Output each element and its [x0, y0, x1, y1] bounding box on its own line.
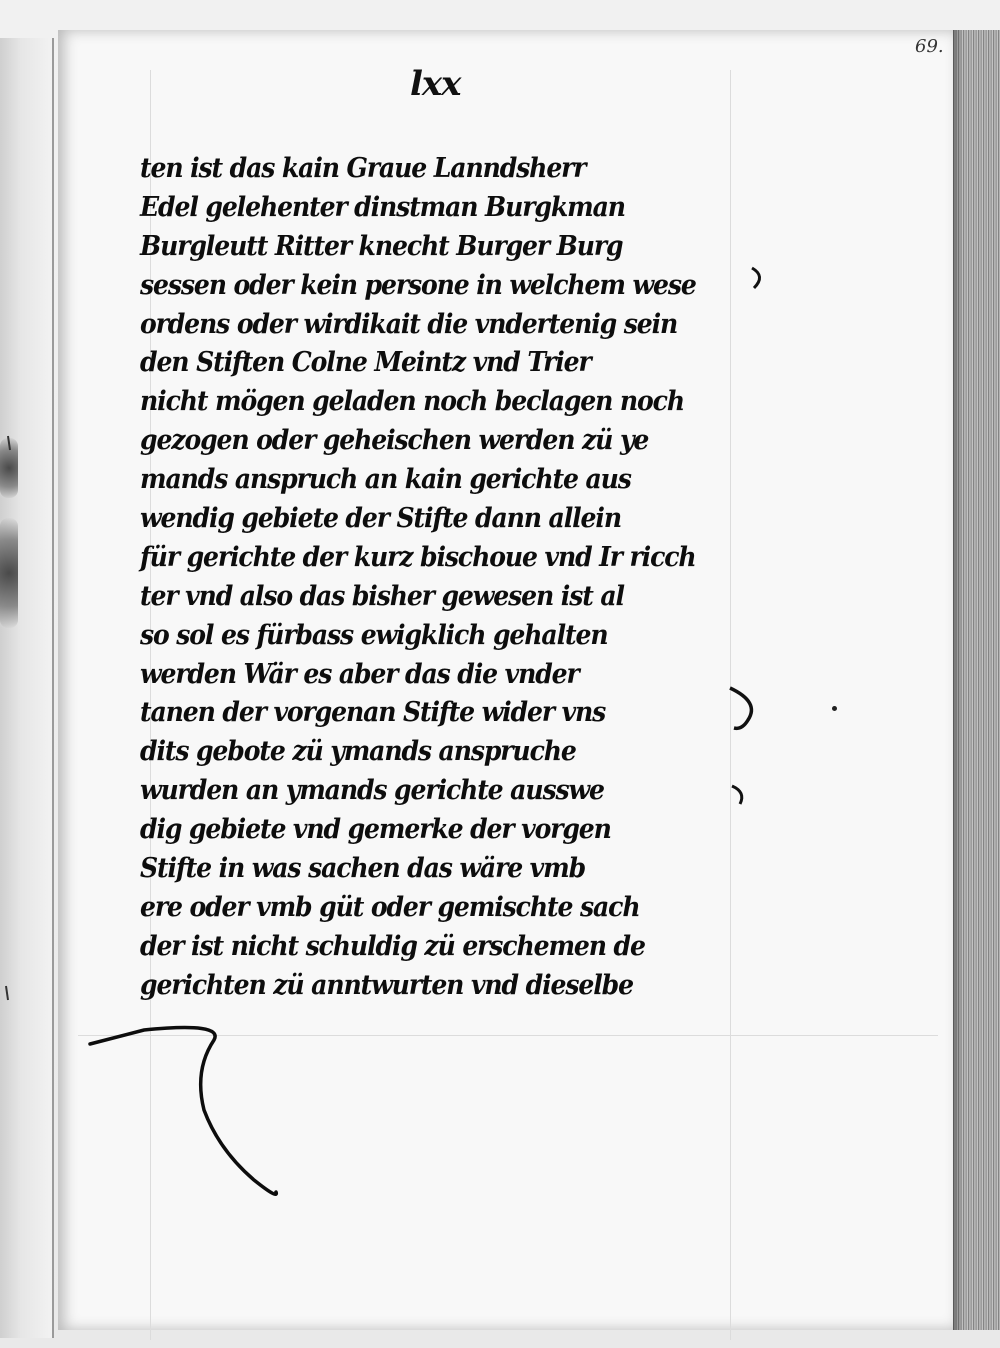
text-line: Edel gelehenter dinstman Burgkman	[140, 191, 625, 223]
text-line: Burgleutt Ritter knecht Burger Burg	[140, 230, 623, 262]
text-line: den Stiften Colne Meintz vnd Trier	[140, 347, 591, 379]
text-line: dig gebiete vnd gemerke der vorgen	[140, 814, 611, 846]
folio-number: 69.	[915, 36, 944, 57]
text-line: gezogen oder geheischen werden zü ye	[140, 425, 649, 457]
text-line: werden Wär es aber das die vnder	[140, 658, 579, 690]
margin-dot	[832, 706, 837, 711]
text-line: ten ist das kain Graue Lanndsherr	[140, 153, 586, 184]
text-line: tanen der vorgenan Stifte wider vns	[140, 697, 606, 729]
text-line: wurden an ymands gerichte ausswe	[140, 775, 604, 807]
text-line: wendig gebiete der Stifte dann allein	[140, 503, 621, 535]
text-line: der ist nicht schuldig zü erschemen de	[140, 930, 645, 962]
text-line: ere oder vmb güt oder gemischte sach	[140, 891, 640, 923]
chapter-heading: lxx	[410, 64, 461, 104]
text-line: mands anspruch an kain gerichte aus	[140, 464, 631, 496]
descender-flourish	[84, 1000, 304, 1220]
text-line: gerichten zü anntwurten vnd dieselbe	[140, 969, 633, 1001]
text-line: ter vnd also das bisher gewesen ist al	[140, 580, 624, 612]
text-line: sessen oder kein persone in welchem wese	[140, 269, 696, 301]
left-margin-marks	[0, 0, 60, 1348]
text-line: Stifte in was sachen das wäre vmb	[140, 853, 586, 885]
text-line: für gerichte der kurz bischoue vnd Ir ricch	[140, 541, 696, 573]
bracket-mark	[732, 786, 742, 804]
flourish-stroke	[90, 1028, 276, 1195]
text-line: so sol es fürbass ewigklich gehalten	[140, 619, 608, 651]
text-line: ordens oder wirdikait die vndertenig sein	[140, 308, 678, 340]
margin-tick	[8, 436, 10, 450]
bracket-mark	[730, 688, 751, 728]
margin-tick	[6, 986, 8, 1000]
text-line: dits gebote zü ymands anspruche	[140, 736, 576, 768]
bracket-mark	[752, 268, 760, 288]
text-line: nicht mögen geladen noch beclagen noch	[140, 386, 685, 418]
